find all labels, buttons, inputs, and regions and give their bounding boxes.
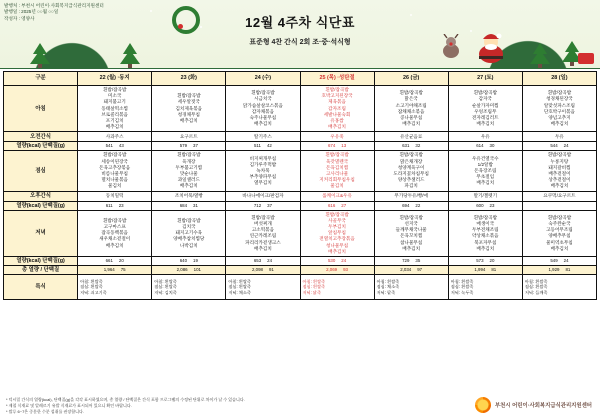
table-row xyxy=(4,191,597,201)
kcal-cell xyxy=(226,257,300,266)
meal-cell: 흰밥/잡곡밥 호박고지된장국 제육볶음 감자조림 세발나물숙회 유홍쌈 배추김치 xyxy=(300,86,374,132)
snack-cell: 유산균음료 xyxy=(374,132,448,142)
meal-cell: 흰밥/잡곡밥 선지국 들깨무채국나물 돈육꼬치찜 참나물무침 배추김치 xyxy=(374,210,448,256)
kcal-value: 1,929 xyxy=(548,266,560,272)
protein-value: 81 xyxy=(565,266,571,272)
day-name: (수) xyxy=(262,75,272,82)
center-logo xyxy=(475,397,592,413)
snack-cell: 딸기/젤렛기 xyxy=(448,191,522,201)
meal-cell: 비지찌개무침 김가루주먹밥 녹차묵 부추양파무침 열무김치 xyxy=(226,151,300,191)
row-header: 총 열량 / 단백질 xyxy=(4,266,78,275)
meal-cell: 흰밥/잡곡밥 매생이국 두부전채조림 약상채소볶음 북포자무침 배추김치 xyxy=(448,210,522,256)
day-num: 22 xyxy=(99,75,106,82)
protein-value: 23 xyxy=(489,202,495,208)
meal-cell: 흰밥/잡곡밥 육갓멸렌국 돈육김치찜 고사리나물 지커리회무침우침 물김치 xyxy=(300,151,374,191)
protein-value: 32 xyxy=(415,143,421,149)
protein-value: 19 xyxy=(193,257,198,263)
day-header-23 xyxy=(152,72,226,86)
kcal-value: 674 xyxy=(327,143,336,149)
snack-cell: 딸기주스 xyxy=(226,132,300,142)
row-header: 점심 xyxy=(4,151,78,191)
table-header-row xyxy=(4,72,597,86)
total-cell xyxy=(226,266,300,275)
meal-cell: 흰밥/잡곡밥 고구마스프 잡곡동백볶음 새우채소겉절이 배추김치 xyxy=(78,210,152,256)
day-name: (목) ·성탄절 xyxy=(326,75,355,82)
protein-value: 31 xyxy=(193,202,198,208)
table-row xyxy=(4,151,597,191)
row-header: 열량(kcal) 단백질(g) xyxy=(4,201,78,210)
protein-value: 30 xyxy=(489,143,495,149)
table-row xyxy=(4,142,597,151)
kcal-value: 614 xyxy=(476,143,484,149)
day-num: 23 xyxy=(180,75,187,82)
protein-value: 23 xyxy=(118,202,124,208)
protein-value: 24 xyxy=(267,257,273,263)
remark-cell: 아침: 흰쌀죽 점심: 흰쌀죽 저녁: 녹두죽 xyxy=(448,275,522,300)
kcal-value: 1,994 xyxy=(474,266,486,272)
snack-cell: 우유죽 xyxy=(300,132,374,142)
protein-value: 97 xyxy=(417,266,423,272)
total-cell xyxy=(300,266,374,275)
meal-cell: 흰밥/잡곡밥 사골무국 두부김치 앞침무침 전열치고추장볶음 청나물무침 배추김치 xyxy=(300,210,374,256)
page-subtitle: 표준형 4찬 간식 2회 조·중·석식형 xyxy=(249,39,351,46)
day-num: 25 xyxy=(319,75,326,82)
day-header-27 xyxy=(448,72,522,86)
kcal-value: 729 xyxy=(402,257,410,263)
meal-cell: 흰밥/잡곡밥 세우알젓국 김치제육볶음 청경채무침 배추김치 xyxy=(152,86,226,132)
total-cell xyxy=(522,266,596,275)
kcal-cell xyxy=(374,257,448,266)
header-banner xyxy=(0,0,600,69)
protein-value: 37 xyxy=(267,202,273,208)
kcal-value: 631 xyxy=(402,143,410,149)
table-row xyxy=(4,210,597,256)
kcal-value: 684 xyxy=(179,202,188,208)
publisher-line-3: 작성자 : 영양사 xyxy=(4,15,35,21)
kcal-cell xyxy=(374,142,448,151)
protein-value: 20 xyxy=(489,257,495,263)
day-header-26 xyxy=(374,72,448,86)
kcal-cell xyxy=(78,142,152,151)
day-header-24 xyxy=(226,72,300,86)
protein-value: 81 xyxy=(491,266,497,272)
remark-cell: 아침: 흰쌀죽 점심: 흰쌀죽 저녁: 채소죽 xyxy=(226,275,300,300)
remark-cell: 아침: 흰쌀죽 점심: 흰쌀죽 저녁: 쇠고기죽 xyxy=(78,275,152,300)
table-row xyxy=(4,257,597,266)
day-num: 28 xyxy=(551,75,558,82)
page-title-block xyxy=(0,12,600,47)
meal-cell: 우유건열국수 1/2알밥 돈육장조림 무초절임 배추김치 xyxy=(448,151,522,191)
kcal-cell xyxy=(522,257,596,266)
meal-cell: 흰밥/잡곡밥 숙주완순국 고등어무조림 양배추무침 물미역초무침 배추김치 xyxy=(522,210,596,256)
meal-cell: 흰밥/잡곡밥 세송이된장국 돈육고추장볶음 비름나물무침 멸치나물볶음 물김치 xyxy=(78,151,152,191)
kcal-value: 530 xyxy=(327,257,336,263)
kcal-cell xyxy=(226,201,300,210)
day-header-28 xyxy=(522,72,596,86)
kcal-cell xyxy=(448,257,522,266)
remark-cell: 아침: 흰쌀죽 점심: 채소죽 저녁: 팥죽 xyxy=(374,275,448,300)
total-cell xyxy=(374,266,448,275)
snack-cell: 우유 xyxy=(448,132,522,142)
protein-value: 37 xyxy=(193,143,198,149)
table-row xyxy=(4,132,597,142)
kcal-cell xyxy=(448,201,522,210)
kcal-value: 694 xyxy=(402,202,410,208)
page-title: 12월 4주차 식단표 xyxy=(245,15,355,30)
day-name: (월) ·동지 xyxy=(107,75,130,82)
protein-value: 13 xyxy=(341,143,347,149)
day-name: (금) xyxy=(410,75,420,82)
meal-cell: 흰밥/잡곡밥 시금치국 닭가슴살살코스볶음 감자채볶음 숙주나물무침 배추김치 xyxy=(226,86,300,132)
footnote-1: * 덕시밀 간식의 열량(kcal), 단백질(g)을 각각 표시하였으며, 총 열량 / 단백질은 간식 포함 프로그램의 수정된 단위로 차이가 날 수 있습니다. xyxy=(6,397,245,402)
kcal-cell xyxy=(78,257,152,266)
meal-cell: 흰밥/잡곡밥 미소국 돼지불고기 동태살떡소찜 브로콜리볶음 포기김치 배추김치 xyxy=(78,86,152,132)
menu-table xyxy=(3,71,597,300)
table-row xyxy=(4,275,597,300)
row-header: 아침 xyxy=(4,86,78,132)
protein-value: 24 xyxy=(341,257,347,263)
kcal-value: 541 xyxy=(105,143,113,149)
footnote-3: * 쌀루 6~7은 중분한 수분 섭취를 권장합니다. xyxy=(6,409,84,414)
kcal-value: 600 xyxy=(476,202,484,208)
snack-cell: 두유 xyxy=(522,132,596,142)
col-header-label: 구분 xyxy=(4,72,78,86)
kcal-value: 573 xyxy=(476,257,484,263)
total-cell xyxy=(152,266,226,275)
protein-value: 24 xyxy=(563,257,569,263)
logo-mark-icon xyxy=(475,397,491,413)
day-num: 24 xyxy=(254,75,261,82)
protein-value: 101 xyxy=(193,266,201,272)
protein-value: 42 xyxy=(266,143,272,149)
kcal-cell xyxy=(448,142,522,151)
remark-cell: 아침: 흰쌀죽 점심: 흰쌀죽 저녁: 닭죽 xyxy=(300,275,374,300)
kcal-value: 549 xyxy=(550,257,558,263)
day-name: (화) xyxy=(188,75,197,82)
day-header-22 xyxy=(78,72,152,86)
kcal-value: 661 xyxy=(105,257,113,263)
kcal-cell xyxy=(152,142,226,151)
protein-value: 91 xyxy=(268,266,274,272)
kcal-cell xyxy=(522,201,596,210)
publisher-line-2: 발행일 : 2025년 ○○월 ○○일 xyxy=(4,9,59,15)
kcal-value: 640 xyxy=(179,257,188,263)
kcal-cell xyxy=(300,257,374,266)
meal-cell: 흰밥/잡곡밥 김치국 돼지고기수육 양배추참치찜당 나박김치 xyxy=(152,210,226,256)
row-header: 저녁 xyxy=(4,210,78,256)
row-header: 열량(kcal) 단백질(g) xyxy=(4,257,78,266)
kcal-value: 2,069 xyxy=(326,266,338,272)
table-row xyxy=(4,266,597,275)
snack-cell: 바나나에이크/판검자 xyxy=(226,191,300,201)
kcal-value: 616 xyxy=(327,202,336,208)
protein-value: 43 xyxy=(118,143,124,149)
snack-cell: 요쿠먹/요구르트 xyxy=(522,191,596,201)
meal-cell: 흰밥/잡곡밥 감자국 순살가자미찜 우엉조림무 전자레김러트 배추김치 xyxy=(448,86,522,132)
kcal-cell xyxy=(300,201,374,210)
day-num: 27 xyxy=(477,75,484,82)
protein-value: 27 xyxy=(341,202,347,208)
meal-cell: 흰밥/잡곡밥 청경채된장국 알맞섯파스조림 단호박구이볶음 양념고추지 배추김치 xyxy=(522,86,596,132)
snack-cell: 롤케이크&우유 xyxy=(300,191,374,201)
kcal-value: 511 xyxy=(253,143,261,149)
kcal-value: 2,098 xyxy=(251,266,263,272)
remark-cell: 아침: 흰쌀죽 점심: 흰쌀죽 저녁: 들깨죽 xyxy=(522,275,596,300)
snack-cell: 동치밀떡 xyxy=(78,191,152,201)
protein-value: 24 xyxy=(563,143,569,149)
meal-cell: 흰밥/잡곡밥 맑은채개장 청양계육구이 도라지꽃차침무침 양상추샐러드 파김치 xyxy=(374,151,448,191)
kcal-value: 2,034 xyxy=(400,266,412,272)
kcal-cell xyxy=(374,201,448,210)
kcal-value: 2,086 xyxy=(176,266,188,272)
snack-cell: 사과주스 xyxy=(78,132,152,142)
protein-value: 35 xyxy=(415,257,421,263)
table-body xyxy=(4,86,597,300)
kcal-cell xyxy=(226,142,300,151)
kcal-cell xyxy=(78,201,152,210)
row-header: 오전간식 xyxy=(4,132,78,142)
publisher-line-1: 발행처 : 부천시 어린이·사회복지급식관리지원센터 xyxy=(4,3,104,8)
footnote-2: * 제철 식재료 및 알레르기 유발 식재료가 표시되어 있으니 확인 바랍니다. xyxy=(6,403,132,408)
footnotes xyxy=(6,397,426,415)
meal-cell: 흰밥/잡곡밥 맑은국 소고기야채조림 잡채채소볶음 콩나물무침 배추김치 xyxy=(374,86,448,132)
row-header: 오후간식 xyxy=(4,191,78,201)
protein-value: 93 xyxy=(343,266,348,272)
kcal-value: 544 xyxy=(550,143,558,149)
protein-value: 22 xyxy=(415,202,421,208)
row-header: 열량(kcal) 단백질(g) xyxy=(4,142,78,151)
kcal-cell xyxy=(300,142,374,151)
row-header: 특식 xyxy=(4,275,78,300)
gift-box-icon xyxy=(578,53,594,64)
kcal-value: 712 xyxy=(253,202,262,208)
kcal-cell xyxy=(152,201,226,210)
meal-cell: 흰밥/잡곡밥 육개장 두부불고기찜 맛순나물 과일샐러드 배추김치 xyxy=(152,151,226,191)
kcal-cell xyxy=(522,142,596,151)
kcal-value: 611 xyxy=(105,202,113,208)
meal-cell: 흰밥/잡곡밥 버섯찌개 고소떡볶음 연근카레조림 파리리카겉생크스 배추김치 xyxy=(226,210,300,256)
day-name: (토) xyxy=(484,75,494,82)
total-cell xyxy=(78,266,152,275)
kcal-cell xyxy=(152,257,226,266)
remark-cell: 아침: 흰쌀죽 점심: 흰쌀죽 저녁: 김치죽 xyxy=(152,275,226,300)
snack-cell: 조치어묵/열빵 xyxy=(152,191,226,201)
snack-cell: 요구르트 xyxy=(152,132,226,142)
meal-cell: 흰밥/잡곡밥 누룽지탕 돼지갈비찜 배추겉절이 상추겉절이 배추김치 xyxy=(522,151,596,191)
table-row xyxy=(4,201,597,210)
snack-cell: 무가당두유/빵/애 xyxy=(374,191,448,201)
logo-text: 부천시 어린이·사회복지급식관리지원센터 xyxy=(494,403,592,409)
kcal-value: 653 xyxy=(253,257,262,263)
protein-value: 20 xyxy=(118,257,124,263)
protein-value: 75 xyxy=(120,266,126,272)
table-row xyxy=(4,86,597,132)
total-cell xyxy=(448,266,522,275)
day-num: 26 xyxy=(403,75,410,82)
day-name: (일) xyxy=(558,75,568,82)
day-header-25 xyxy=(300,72,374,86)
kcal-value: 579 xyxy=(179,143,188,149)
kcal-value: 1,964 xyxy=(103,266,115,272)
